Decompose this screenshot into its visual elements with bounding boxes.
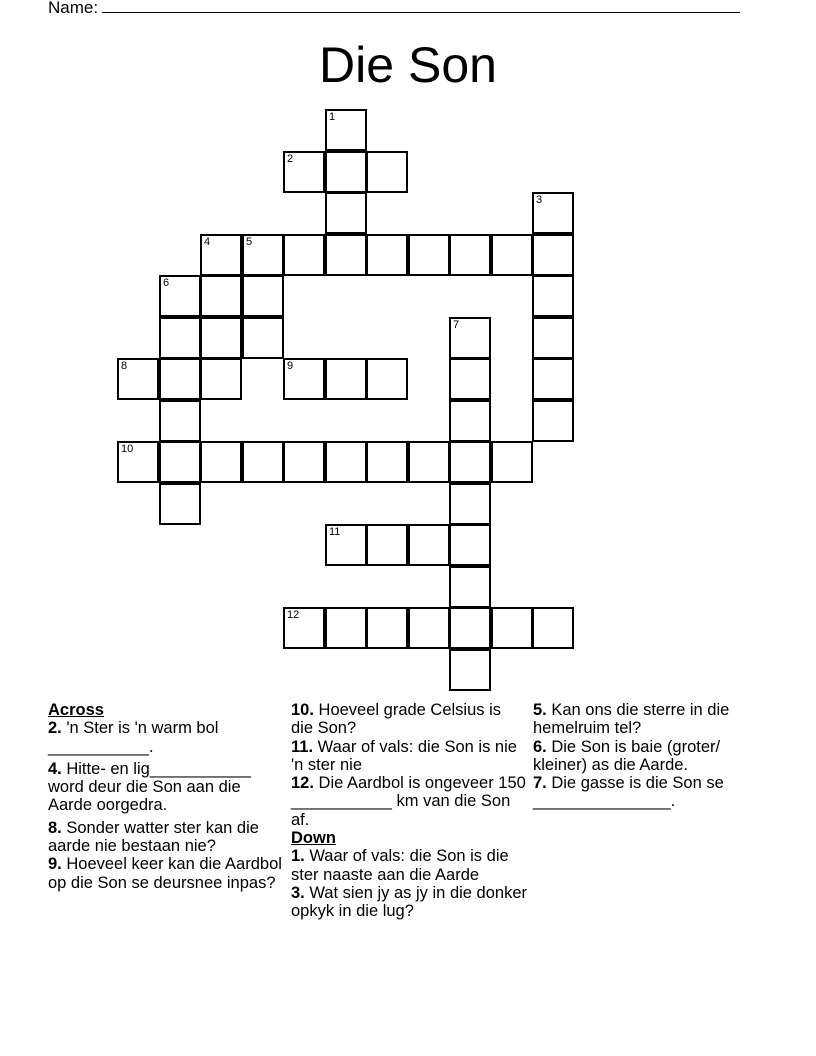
grid-cell[interactable] [325,192,367,234]
grid-cell[interactable] [532,234,574,276]
grid-cell[interactable] [449,400,491,442]
grid-cell[interactable] [200,358,242,400]
grid-cell[interactable] [532,192,574,234]
clue-number: 6 [163,277,170,289]
grid-cell[interactable] [325,441,367,483]
grid-cell[interactable] [159,483,201,525]
grid-cell[interactable] [200,234,242,276]
grid-cell[interactable] [159,400,201,442]
grid-cell[interactable] [159,441,201,483]
grid-cell[interactable] [325,524,367,566]
clue-number: 3 [536,194,543,206]
across-clue-9: 9. Hoeveel keer kan die Aardbol op die Son se deursnee inpas? [48,855,282,892]
across-clue-11: 11. Waar of vals: die Son is nie 'n ster nie [291,737,517,774]
clue-number: 1 [329,111,336,123]
grid-cell[interactable] [449,566,491,608]
grid-cell[interactable] [159,317,201,359]
grid-cell[interactable] [325,109,367,151]
grid-cell[interactable] [532,275,574,317]
grid-cell[interactable] [449,607,491,649]
grid-cell[interactable] [449,649,491,691]
grid-cell[interactable] [242,441,284,483]
grid-cell[interactable] [242,317,284,359]
grid-cell[interactable] [491,607,533,649]
down-heading: Down [291,829,336,848]
grid-cell[interactable] [117,358,159,400]
grid-cell[interactable] [242,275,284,317]
down-clue-5: 5. Kan ons die sterre in die hemelruim tel? [533,701,730,738]
grid-cell[interactable] [449,317,491,359]
grid-cell[interactable] [117,441,159,483]
grid-cell[interactable] [366,358,408,400]
grid-cell[interactable] [366,524,408,566]
grid-cell[interactable] [283,234,325,276]
grid-cell[interactable] [408,234,450,276]
down-clue-3: 3. Wat sien jy as jy in die donker opkyk in die lug? [291,883,527,921]
grid-cell[interactable] [325,358,367,400]
grid-cell[interactable] [159,275,201,317]
clue-number: 2 [287,153,294,165]
clue-number: 10 [121,443,134,455]
grid-cell[interactable] [532,358,574,400]
grid-cell[interactable] [449,483,491,525]
grid-cell[interactable] [449,234,491,276]
grid-cell[interactable] [532,317,574,359]
clue-number: 9 [287,360,294,372]
clues-column-2 [291,701,527,921]
clue-number: 5 [246,236,253,248]
grid-cell[interactable] [283,151,325,193]
across-clue-12: 12. Die Aardbol is ongeveer 150 ___________ km van die Son af. [291,774,526,829]
grid-cell[interactable] [200,441,242,483]
grid-cell[interactable] [283,358,325,400]
name-label: Name: [48,0,99,17]
down-clue-1: 1. Waar of vals: die Son is die ster naaste aan die Aarde [291,847,509,884]
across-clue-10: 10. Hoeveel grade Celsius is die Son? [291,701,502,738]
clue-number: 4 [204,236,211,248]
across-clue-4: 4. Hitte- en lig___________ word deur die Son aan die Aarde oorgedra. [48,759,251,815]
grid-cell[interactable] [325,151,367,193]
grid-cell[interactable] [491,234,533,276]
grid-cell[interactable] [408,524,450,566]
page-title: Die Son [319,37,497,93]
clues-column-1 [48,701,284,892]
grid-cell[interactable] [491,441,533,483]
grid-cell[interactable] [159,358,201,400]
grid-cell[interactable] [283,607,325,649]
down-clue-7: 7. Die gasse is die Son se _______________. [533,774,724,811]
across-clue-2: 2. 'n Ster is 'n warm bol ___________. [48,719,219,756]
grid-cell[interactable] [532,607,574,649]
grid-cell[interactable] [366,607,408,649]
grid-cell[interactable] [449,524,491,566]
clue-number: 7 [453,319,460,331]
grid-cell[interactable] [366,441,408,483]
grid-cell[interactable] [408,441,450,483]
grid-cell[interactable] [449,358,491,400]
clues-column-3 [533,701,769,811]
grid-cell[interactable] [532,400,574,442]
clue-number: 8 [121,360,128,372]
grid-cell[interactable] [200,317,242,359]
grid-cell[interactable] [325,234,367,276]
grid-cell[interactable] [366,234,408,276]
grid-cell[interactable] [325,607,367,649]
down-clue-6: 6. Die Son is baie (groter/ kleiner) as die Aarde. [533,737,721,774]
across-heading: Across [48,701,104,719]
grid-cell[interactable] [366,151,408,193]
clue-number: 11 [329,526,341,538]
clue-number: 12 [287,609,300,621]
grid-cell[interactable] [200,275,242,317]
grid-cell[interactable] [283,441,325,483]
grid-cell[interactable] [408,607,450,649]
grid-cell[interactable] [242,234,284,276]
grid-cell[interactable] [449,441,491,483]
across-clue-8: 8. Sonder watter ster kan die aarde nie bestaan nie? [48,818,259,856]
